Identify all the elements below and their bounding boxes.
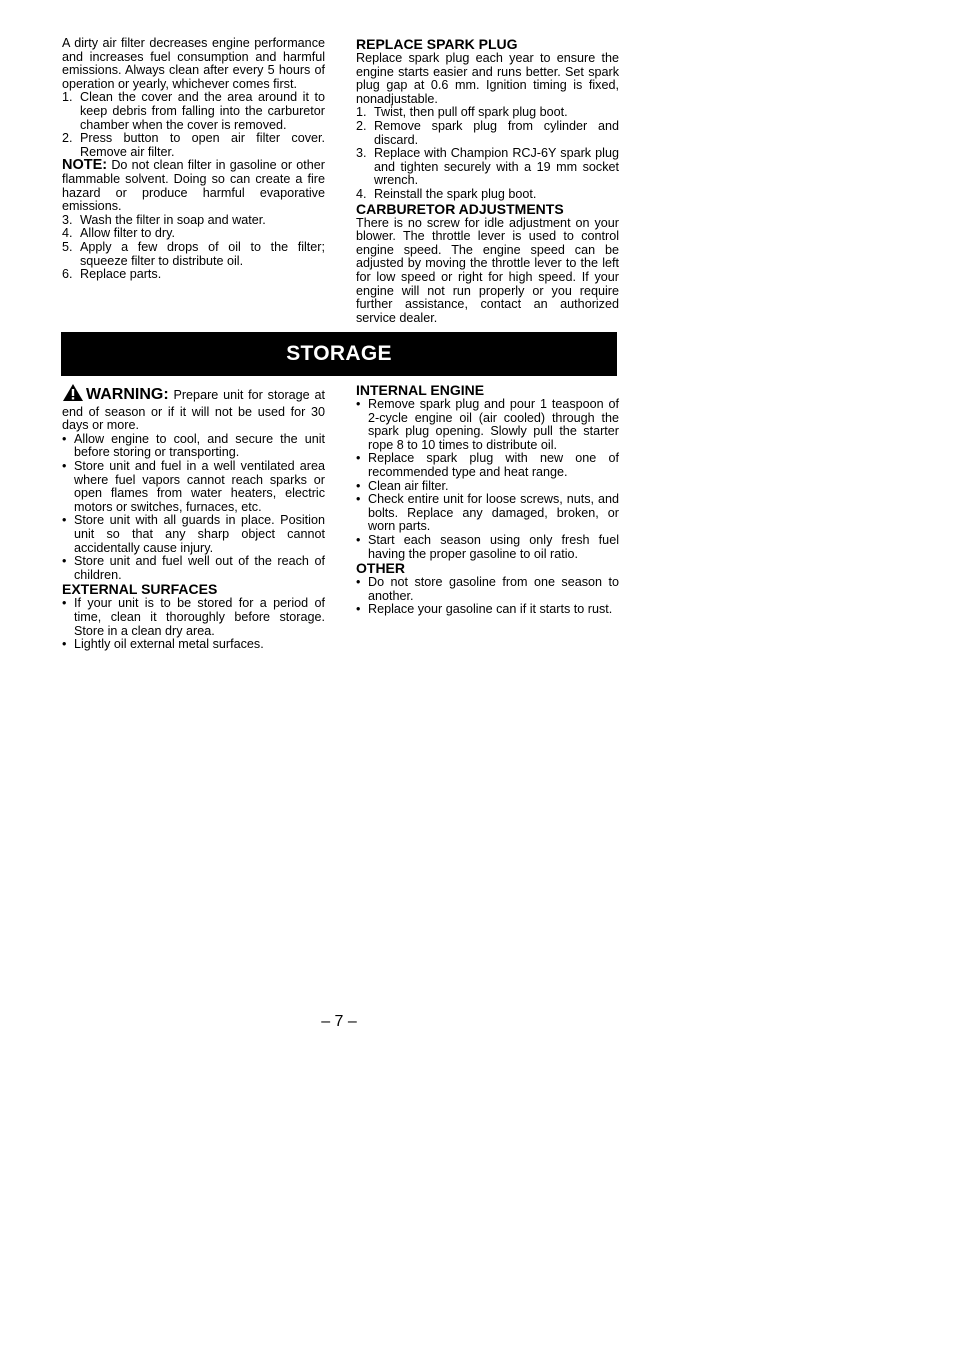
- note-text: Do not clean filter in gasoline or other flammable solvent. Doing so can create a fire hazard or produce harmful evaporative emissions.: [62, 158, 325, 214]
- note-block: [62, 159, 325, 213]
- warning-label: WARNING:: [86, 386, 169, 403]
- internal-engine-bullets: [356, 398, 619, 561]
- list-item: 5. Apply a few drops of oil to the filter; squeeze filter to distribute oil.: [62, 239, 325, 268]
- banner-title: STORAGE: [286, 342, 392, 365]
- note-label: NOTE:: [62, 157, 108, 174]
- other-bullets: [356, 576, 619, 617]
- spark-plug-intro: Replace spark plug each year to ensure the engine starts easier and runs better. Set spark plug gap at 0.6 mm. Ignition timing is fixed, nonadjustable.: [356, 51, 619, 106]
- external-surfaces-bullets: [62, 597, 325, 651]
- list-item: • Store unit with all guards in place. Position unit so that any sharp object cannot accidentally cause injury.: [62, 513, 325, 555]
- list-item: 6. Replace parts.: [62, 267, 162, 282]
- page-number: – 7 –: [321, 1013, 357, 1030]
- list-item: • Store unit and fuel well out of the reach of children.: [62, 554, 325, 582]
- list-item: • Replace spark plug with new one of recommended type and heat range.: [356, 451, 619, 479]
- warning-triangle-icon: [62, 383, 84, 406]
- other-heading: OTHER: [356, 560, 405, 577]
- list-item: 4. Allow filter to dry.: [62, 226, 175, 241]
- carburetor-heading: CARBURETOR ADJUSTMENTS: [356, 200, 564, 217]
- air-filter-section: [62, 37, 325, 282]
- external-surfaces-heading: EXTERNAL SURFACES: [62, 581, 218, 598]
- warning-bullets: [62, 433, 325, 583]
- list-item: 2. Remove spark plug from cylinder and discard.: [356, 118, 619, 147]
- list-item: 3. Wash the filter in soap and water.: [62, 212, 266, 227]
- list-item: • Remove spark plug and pour 1 teaspoon of 2-cycle engine oil (air cooled) through the spark plug opening. Slowly pull the starter rope 8 to 10 times to distribute oil.: [356, 397, 619, 452]
- list-item: • Do not store gasoline from one season to another.: [356, 575, 619, 603]
- list-item: 1. Twist, then pull off spark plug boot.: [356, 105, 568, 120]
- storage-banner: [61, 332, 617, 376]
- list-item: • Check entire unit for loose screws, nuts, and bolts. Replace any damaged, broken, or worn parts.: [356, 492, 619, 534]
- internal-engine-section: [356, 383, 619, 617]
- air-filter-steps-a: [62, 91, 325, 159]
- list-item: • Store unit and fuel in a well ventilated area where fuel vapors cannot reach sparks or open flames from water heaters, electric motors or switches, furnaces, etc.: [62, 458, 325, 514]
- list-item: • If your unit is to be stored for a period of time, clean it thoroughly before storage. Store in a clean dry area.: [62, 596, 325, 638]
- carburetor-text: There is no screw for idle adjustment on your blower. The throttle lever is used to control engine speed. The engine speed can be adjusted by moving the throttle lever to the left for low speed or right for high speed. If your engine will not run properly or you require further assistance, contact an authorized service dealer.: [356, 215, 619, 325]
- storage-warning-section: [62, 383, 325, 652]
- list-item: • Allow engine to cool, and secure the unit before storing or transporting.: [62, 431, 325, 460]
- spark-carb-section: [356, 37, 619, 325]
- list-item: • Replace your gasoline can if it starts to rust.: [356, 602, 613, 617]
- spark-plug-heading: REPLACE SPARK PLUG: [356, 36, 518, 52]
- internal-engine-heading: INTERNAL ENGINE: [356, 382, 485, 398]
- list-item: 3. Replace with Champion RCJ-6Y spark plug and tighten securely with a 19 mm socket wrench.: [356, 146, 619, 188]
- air-filter-steps-b: [62, 214, 325, 282]
- spark-plug-steps: [356, 106, 619, 201]
- list-item: 1. Clean the cover and the area around it to keep debris from falling into the carburetor chamber when the cover is removed.: [62, 90, 325, 132]
- list-item: • Clean air filter.: [356, 478, 449, 493]
- list-item: • Start each season using only fresh fuel having the proper gasoline to oil ratio.: [356, 532, 619, 561]
- air-filter-intro: A dirty air filter decreases engine performance and increases fuel consumption and harmful emissions. Always clean after every 5 hours of operation or yearly, whichever comes first.: [62, 36, 325, 91]
- list-item: • Lightly oil external metal surfaces.: [62, 637, 264, 652]
- warning-block: [62, 383, 325, 433]
- warning-text: Prepare unit for storage at end of season or if it will not be used for 30 days or more.: [62, 388, 325, 433]
- list-item: 4. Reinstall the spark plug boot.: [356, 186, 537, 201]
- list-item: 2. Press button to open air filter cover. Remove air filter.: [62, 131, 325, 159]
